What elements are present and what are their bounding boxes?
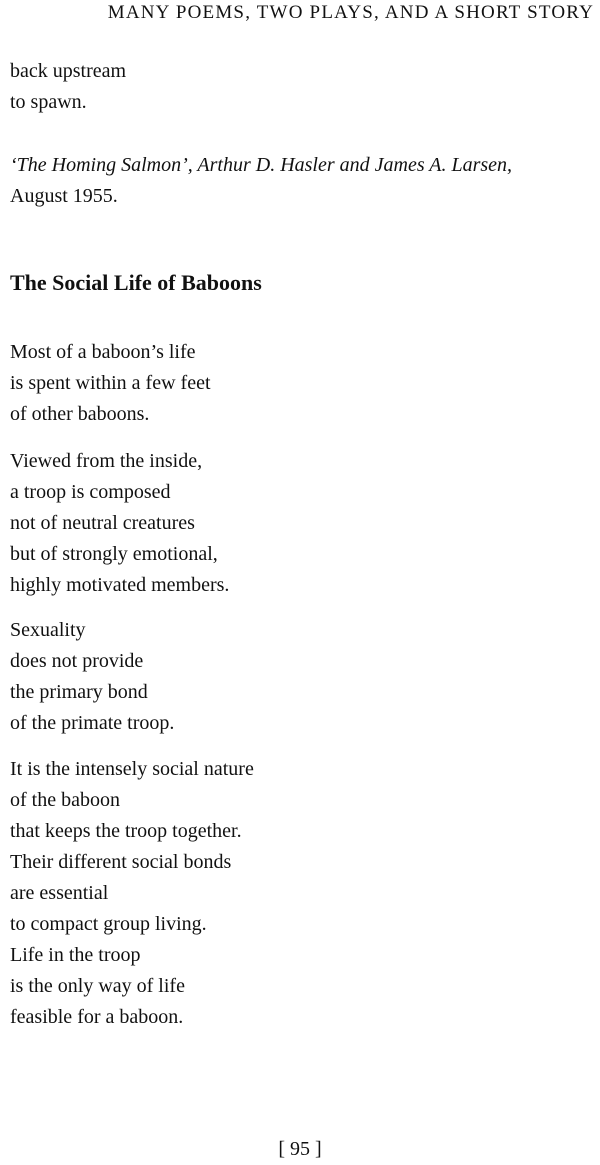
poem-line: the primary bond <box>10 681 148 703</box>
poem-line: is the only way of life <box>10 975 185 997</box>
citation-authors: Arthur D. Hasler and James A. Larsen, <box>192 154 513 176</box>
citation-title: ‘The Homing Salmon’, <box>10 154 193 176</box>
citation-line <box>10 150 512 181</box>
poem-line: of the baboon <box>10 789 120 811</box>
previous-poem-ending <box>10 56 126 118</box>
stanza-4 <box>10 754 254 1033</box>
poem-line: It is the intensely social nature <box>10 758 254 780</box>
poem-line: Their different social bonds <box>10 851 232 873</box>
stanza-2 <box>10 446 229 601</box>
stanza-3 <box>10 615 174 739</box>
poem-line: feasible for a baboon. <box>10 1006 184 1028</box>
source-citation <box>10 150 512 212</box>
stanza-1 <box>10 337 211 430</box>
poem-line: to compact group living. <box>10 913 207 935</box>
poem-line: that keeps the troop together. <box>10 820 242 842</box>
poem-line: Sexuality <box>10 619 86 641</box>
poem-line: is spent within a few feet <box>10 372 211 394</box>
poem-line: to spawn. <box>10 91 87 113</box>
poem-line: of other baboons. <box>10 403 150 425</box>
poem-title: The Social Life of Baboons <box>10 270 262 295</box>
page-number: [ 95 ] <box>278 1138 322 1160</box>
poem-line: back upstream <box>10 60 127 82</box>
running-head: MANY POEMS, TWO PLAYS, AND A SHORT STORY <box>107 2 594 23</box>
poem-line: highly motivated members. <box>10 574 230 596</box>
poem-line: not of neutral creatures <box>10 512 195 534</box>
poem-line: Most of a baboon’s life <box>10 341 196 363</box>
poem-line: Viewed from the inside, <box>10 450 203 472</box>
poem-line: does not provide <box>10 650 144 672</box>
citation-date: August 1955. <box>10 185 118 207</box>
poem-line: Life in the troop <box>10 944 141 966</box>
poem-line: but of strongly emotional, <box>10 543 218 565</box>
poem-line: are essential <box>10 882 109 904</box>
poem-line: a troop is composed <box>10 481 171 503</box>
poem-line: of the primate troop. <box>10 712 175 734</box>
